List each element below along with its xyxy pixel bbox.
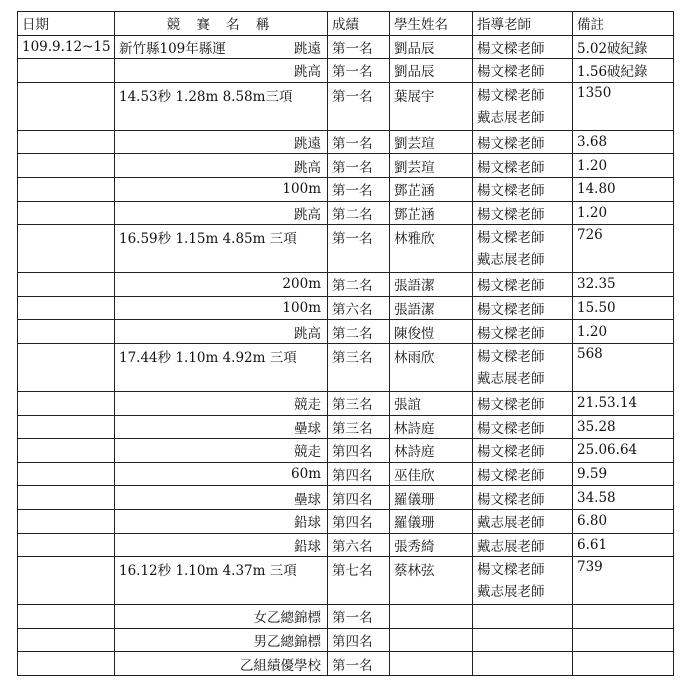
student-cell: 陳俊愷 bbox=[390, 320, 473, 344]
note-cell: 9.59 bbox=[573, 462, 674, 486]
coach-name: 戴志展老師 bbox=[477, 252, 545, 269]
date-cell bbox=[18, 557, 115, 605]
event-name: 鉛球 bbox=[294, 515, 321, 532]
table-row bbox=[18, 225, 674, 273]
student-cell: 林詩庭 bbox=[390, 439, 473, 463]
table-row bbox=[18, 533, 674, 557]
event-name: 100m bbox=[282, 300, 321, 317]
event-name: 60m bbox=[291, 466, 321, 483]
result-cell: 第一名 bbox=[328, 177, 390, 201]
note-cell: 5.02破紀錄 bbox=[573, 35, 674, 59]
note-cell: 14.80 bbox=[573, 177, 674, 201]
table-row bbox=[18, 82, 674, 130]
coach-cell bbox=[473, 320, 573, 344]
student-cell: 張誼 bbox=[390, 391, 473, 415]
coach-name: 戴志展老師 bbox=[477, 515, 545, 532]
header-result: 成績 bbox=[328, 12, 390, 36]
note-cell: 1.20 bbox=[573, 201, 674, 225]
event-cell bbox=[115, 343, 328, 391]
result-cell: 第二名 bbox=[328, 201, 390, 225]
coach-cell bbox=[473, 273, 573, 297]
coach-cell bbox=[473, 391, 573, 415]
coach-name: 楊文樑老師 bbox=[477, 206, 545, 223]
coach-name: 楊文樑老師 bbox=[477, 444, 545, 461]
event-cell bbox=[115, 439, 328, 463]
event-name: 跳高 bbox=[294, 325, 321, 342]
student-cell: 羅儀珊 bbox=[390, 486, 473, 510]
student-cell: 張秀綺 bbox=[390, 533, 473, 557]
header-date: 日期 bbox=[18, 12, 115, 36]
event-cell bbox=[115, 59, 328, 83]
table-row bbox=[18, 35, 674, 59]
event-cell bbox=[115, 177, 328, 201]
note-cell bbox=[573, 605, 674, 629]
coach-name: 戴志展老師 bbox=[477, 109, 545, 126]
student-cell bbox=[390, 628, 473, 652]
event-cell bbox=[115, 201, 328, 225]
result-cell: 第二名 bbox=[328, 320, 390, 344]
date-cell bbox=[18, 82, 115, 130]
note-cell: 739 bbox=[573, 557, 674, 605]
coach-name: 戴志展老師 bbox=[477, 538, 545, 555]
result-cell: 第七名 bbox=[328, 557, 390, 605]
student-cell: 劉芸瑄 bbox=[390, 130, 473, 154]
date-cell bbox=[18, 201, 115, 225]
result-cell: 第三名 bbox=[328, 343, 390, 391]
student-cell: 林雨欣 bbox=[390, 343, 473, 391]
coach-name: 楊文樑老師 bbox=[477, 87, 545, 104]
student-cell: 劉品辰 bbox=[390, 35, 473, 59]
coach-name: 楊文樑老師 bbox=[477, 64, 545, 81]
student-cell: 葉展宇 bbox=[390, 82, 473, 130]
result-cell: 第三名 bbox=[328, 415, 390, 439]
table-row bbox=[18, 439, 674, 463]
coach-name: 戴志展老師 bbox=[477, 584, 545, 601]
event-description: 16.59秒 1.15m 4.85m 三項 bbox=[119, 231, 297, 248]
student-cell: 張語潔 bbox=[390, 273, 473, 297]
coach-cell bbox=[473, 509, 573, 533]
result-cell: 第一名 bbox=[328, 652, 390, 676]
note-cell: 3.68 bbox=[573, 130, 674, 154]
date-cell bbox=[18, 59, 115, 83]
table-row bbox=[18, 652, 674, 676]
coach-cell bbox=[473, 486, 573, 510]
coach-cell bbox=[473, 35, 573, 59]
note-cell: 1350 bbox=[573, 82, 674, 130]
event-cell bbox=[115, 35, 328, 59]
result-cell: 第一名 bbox=[328, 82, 390, 130]
note-cell: 6.80 bbox=[573, 509, 674, 533]
date-cell bbox=[18, 273, 115, 297]
table-row bbox=[18, 415, 674, 439]
table-row bbox=[18, 130, 674, 154]
event-cell bbox=[115, 509, 328, 533]
note-cell: 1.56破紀錄 bbox=[573, 59, 674, 83]
event-description: 17.44秒 1.10m 4.92m 三項 bbox=[119, 349, 297, 366]
date-cell bbox=[18, 605, 115, 629]
student-cell: 張語潔 bbox=[390, 296, 473, 320]
coach-name: 楊文樑老師 bbox=[477, 562, 545, 579]
coach-cell bbox=[473, 439, 573, 463]
coach-name: 楊文樑老師 bbox=[477, 40, 545, 57]
note-cell bbox=[573, 628, 674, 652]
event-cell bbox=[115, 130, 328, 154]
event-cell bbox=[115, 273, 328, 297]
event-cell bbox=[115, 320, 328, 344]
note-cell: 568 bbox=[573, 343, 674, 391]
table-row bbox=[18, 154, 674, 178]
date-cell bbox=[18, 415, 115, 439]
event-cell bbox=[115, 652, 328, 676]
result-cell: 第四名 bbox=[328, 509, 390, 533]
result-cell: 第一名 bbox=[328, 35, 390, 59]
student-cell: 劉品辰 bbox=[390, 59, 473, 83]
coach-cell bbox=[473, 201, 573, 225]
date-cell bbox=[18, 225, 115, 273]
coach-name: 楊文樑老師 bbox=[477, 302, 545, 319]
coach-name: 楊文樑老師 bbox=[477, 230, 545, 247]
result-cell: 第二名 bbox=[328, 273, 390, 297]
student-cell bbox=[390, 605, 473, 629]
note-cell: 6.61 bbox=[573, 533, 674, 557]
coach-cell bbox=[473, 605, 573, 629]
coach-name: 楊文樑老師 bbox=[477, 136, 545, 153]
student-cell: 劉芸瑄 bbox=[390, 154, 473, 178]
event-cell bbox=[115, 557, 328, 605]
event-cell bbox=[115, 154, 328, 178]
date-cell bbox=[18, 391, 115, 415]
date-cell bbox=[18, 439, 115, 463]
coach-cell bbox=[473, 225, 573, 273]
table-row bbox=[18, 59, 674, 83]
coach-cell bbox=[473, 177, 573, 201]
event-name: 跳高 bbox=[294, 159, 321, 176]
event-name: 競走 bbox=[294, 444, 321, 461]
coach-cell bbox=[473, 533, 573, 557]
student-cell: 林詩庭 bbox=[390, 415, 473, 439]
coach-name: 楊文樑老師 bbox=[477, 278, 545, 295]
date-cell bbox=[18, 343, 115, 391]
date-cell bbox=[18, 296, 115, 320]
coach-name: 楊文樑老師 bbox=[477, 420, 545, 437]
student-cell: 蔡林弦 bbox=[390, 557, 473, 605]
note-cell: 35.28 bbox=[573, 415, 674, 439]
date-cell bbox=[18, 628, 115, 652]
date-cell bbox=[18, 486, 115, 510]
coach-name: 楊文樑老師 bbox=[477, 348, 545, 365]
event-cell bbox=[115, 415, 328, 439]
table-row bbox=[18, 273, 674, 297]
header-note: 備註 bbox=[573, 12, 674, 36]
table-row bbox=[18, 391, 674, 415]
event-name: 壘球 bbox=[294, 491, 321, 508]
note-cell: 1.20 bbox=[573, 154, 674, 178]
student-cell: 鄧芷涵 bbox=[390, 201, 473, 225]
event-cell bbox=[115, 486, 328, 510]
event-name: 壘球 bbox=[294, 420, 321, 437]
event-name: 跳遠 bbox=[294, 136, 321, 153]
student-cell: 羅儀珊 bbox=[390, 509, 473, 533]
table-row bbox=[18, 343, 674, 391]
table-row bbox=[18, 296, 674, 320]
results-table bbox=[17, 11, 674, 676]
coach-cell bbox=[473, 557, 573, 605]
table-row bbox=[18, 177, 674, 201]
date-cell bbox=[18, 320, 115, 344]
result-cell: 第四名 bbox=[328, 628, 390, 652]
event-cell bbox=[115, 462, 328, 486]
event-name: 競走 bbox=[294, 397, 321, 414]
coach-cell bbox=[473, 415, 573, 439]
table-row bbox=[18, 320, 674, 344]
table-row bbox=[18, 201, 674, 225]
results-body bbox=[18, 35, 674, 675]
coach-cell bbox=[473, 59, 573, 83]
date-cell: 109.9.12~15 bbox=[18, 35, 115, 59]
result-cell: 第三名 bbox=[328, 391, 390, 415]
coach-cell bbox=[473, 628, 573, 652]
note-cell: 32.35 bbox=[573, 273, 674, 297]
student-cell: 林雅欣 bbox=[390, 225, 473, 273]
event-name: 100m bbox=[282, 181, 321, 198]
note-cell: 726 bbox=[573, 225, 674, 273]
note-cell: 1.20 bbox=[573, 320, 674, 344]
note-cell: 21.53.14 bbox=[573, 391, 674, 415]
coach-cell bbox=[473, 462, 573, 486]
event-name: 200m bbox=[282, 276, 321, 293]
coach-cell bbox=[473, 652, 573, 676]
result-cell: 第一名 bbox=[328, 225, 390, 273]
event-cell bbox=[115, 391, 328, 415]
date-cell bbox=[18, 130, 115, 154]
event-name: 男乙總錦標 bbox=[253, 633, 321, 650]
table-row bbox=[18, 486, 674, 510]
coach-name: 楊文樑老師 bbox=[477, 491, 545, 508]
coach-name: 楊文樑老師 bbox=[477, 325, 545, 342]
event-description: 14.53秒 1.28m 8.58m三項 bbox=[119, 88, 293, 105]
date-cell bbox=[18, 509, 115, 533]
table-row bbox=[18, 628, 674, 652]
coach-name: 楊文樑老師 bbox=[477, 468, 545, 485]
header-row bbox=[18, 12, 674, 36]
result-cell: 第一名 bbox=[328, 605, 390, 629]
coach-cell bbox=[473, 130, 573, 154]
header-student: 學生姓名 bbox=[390, 12, 473, 36]
coach-name: 戴志展老師 bbox=[477, 370, 545, 387]
note-cell: 25.06.64 bbox=[573, 439, 674, 463]
header-event: 競 賽 名 稱 bbox=[115, 12, 328, 36]
result-cell: 第一名 bbox=[328, 154, 390, 178]
result-cell: 第一名 bbox=[328, 59, 390, 83]
event-name: 跳遠 bbox=[294, 40, 321, 57]
note-cell bbox=[573, 652, 674, 676]
table-row bbox=[18, 557, 674, 605]
event-name: 女乙總錦標 bbox=[253, 610, 321, 627]
event-name: 鉛球 bbox=[294, 538, 321, 555]
coach-name: 楊文樑老師 bbox=[477, 159, 545, 176]
date-cell bbox=[18, 177, 115, 201]
result-cell: 第一名 bbox=[328, 130, 390, 154]
coach-name: 楊文樑老師 bbox=[477, 397, 545, 414]
event-description: 新竹縣109年縣運 bbox=[119, 40, 226, 57]
note-cell: 15.50 bbox=[573, 296, 674, 320]
header-coach: 指導老師 bbox=[473, 12, 573, 36]
student-cell: 鄧芷涵 bbox=[390, 177, 473, 201]
table-row bbox=[18, 462, 674, 486]
coach-cell bbox=[473, 154, 573, 178]
date-cell bbox=[18, 462, 115, 486]
event-name: 乙組績優學校 bbox=[240, 657, 321, 674]
date-cell bbox=[18, 154, 115, 178]
event-cell bbox=[115, 225, 328, 273]
event-cell bbox=[115, 82, 328, 130]
table-row bbox=[18, 605, 674, 629]
event-cell bbox=[115, 605, 328, 629]
event-name: 跳高 bbox=[294, 64, 321, 81]
student-cell: 巫佳欣 bbox=[390, 462, 473, 486]
event-name: 跳高 bbox=[294, 206, 321, 223]
date-cell bbox=[18, 533, 115, 557]
result-cell: 第四名 bbox=[328, 486, 390, 510]
coach-cell bbox=[473, 343, 573, 391]
date-cell bbox=[18, 652, 115, 676]
event-cell bbox=[115, 628, 328, 652]
coach-cell bbox=[473, 296, 573, 320]
result-cell: 第四名 bbox=[328, 439, 390, 463]
student-cell bbox=[390, 652, 473, 676]
note-cell: 34.58 bbox=[573, 486, 674, 510]
result-cell: 第四名 bbox=[328, 462, 390, 486]
result-cell: 第六名 bbox=[328, 533, 390, 557]
result-cell: 第六名 bbox=[328, 296, 390, 320]
event-description: 16.12秒 1.10m 4.37m 三項 bbox=[119, 563, 297, 580]
event-cell bbox=[115, 296, 328, 320]
table-row bbox=[18, 509, 674, 533]
coach-cell bbox=[473, 82, 573, 130]
coach-name: 楊文樑老師 bbox=[477, 183, 545, 200]
event-cell bbox=[115, 533, 328, 557]
